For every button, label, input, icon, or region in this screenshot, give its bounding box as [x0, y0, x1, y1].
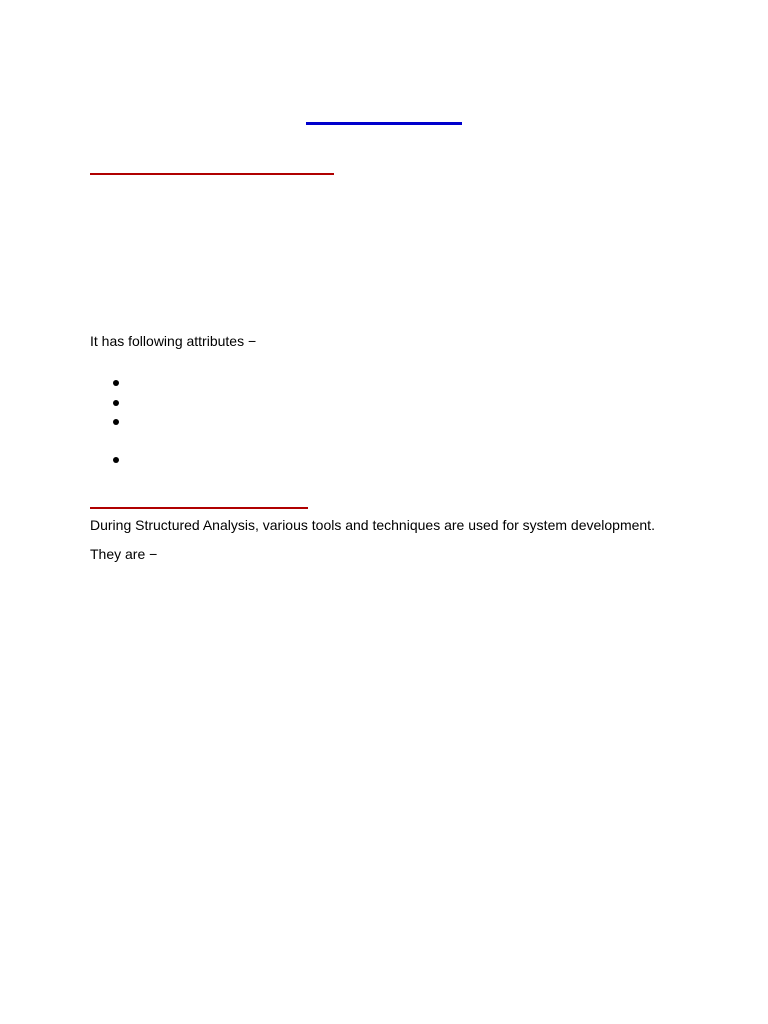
attributes-paragraph: It has following attributes −: [90, 333, 257, 349]
bullet-point: [113, 400, 119, 406]
bullet-point: [113, 380, 119, 386]
bullet-point: [113, 457, 119, 463]
tools-paragraph: During Structured Analysis, various tools and techniques are used for system development.: [90, 517, 655, 533]
section-heading-underline: [90, 173, 334, 175]
title-link-underline[interactable]: [306, 122, 462, 125]
tools-heading-underline: [90, 507, 308, 509]
bullet-point: [113, 419, 119, 425]
they-are-paragraph: They are −: [90, 546, 158, 562]
